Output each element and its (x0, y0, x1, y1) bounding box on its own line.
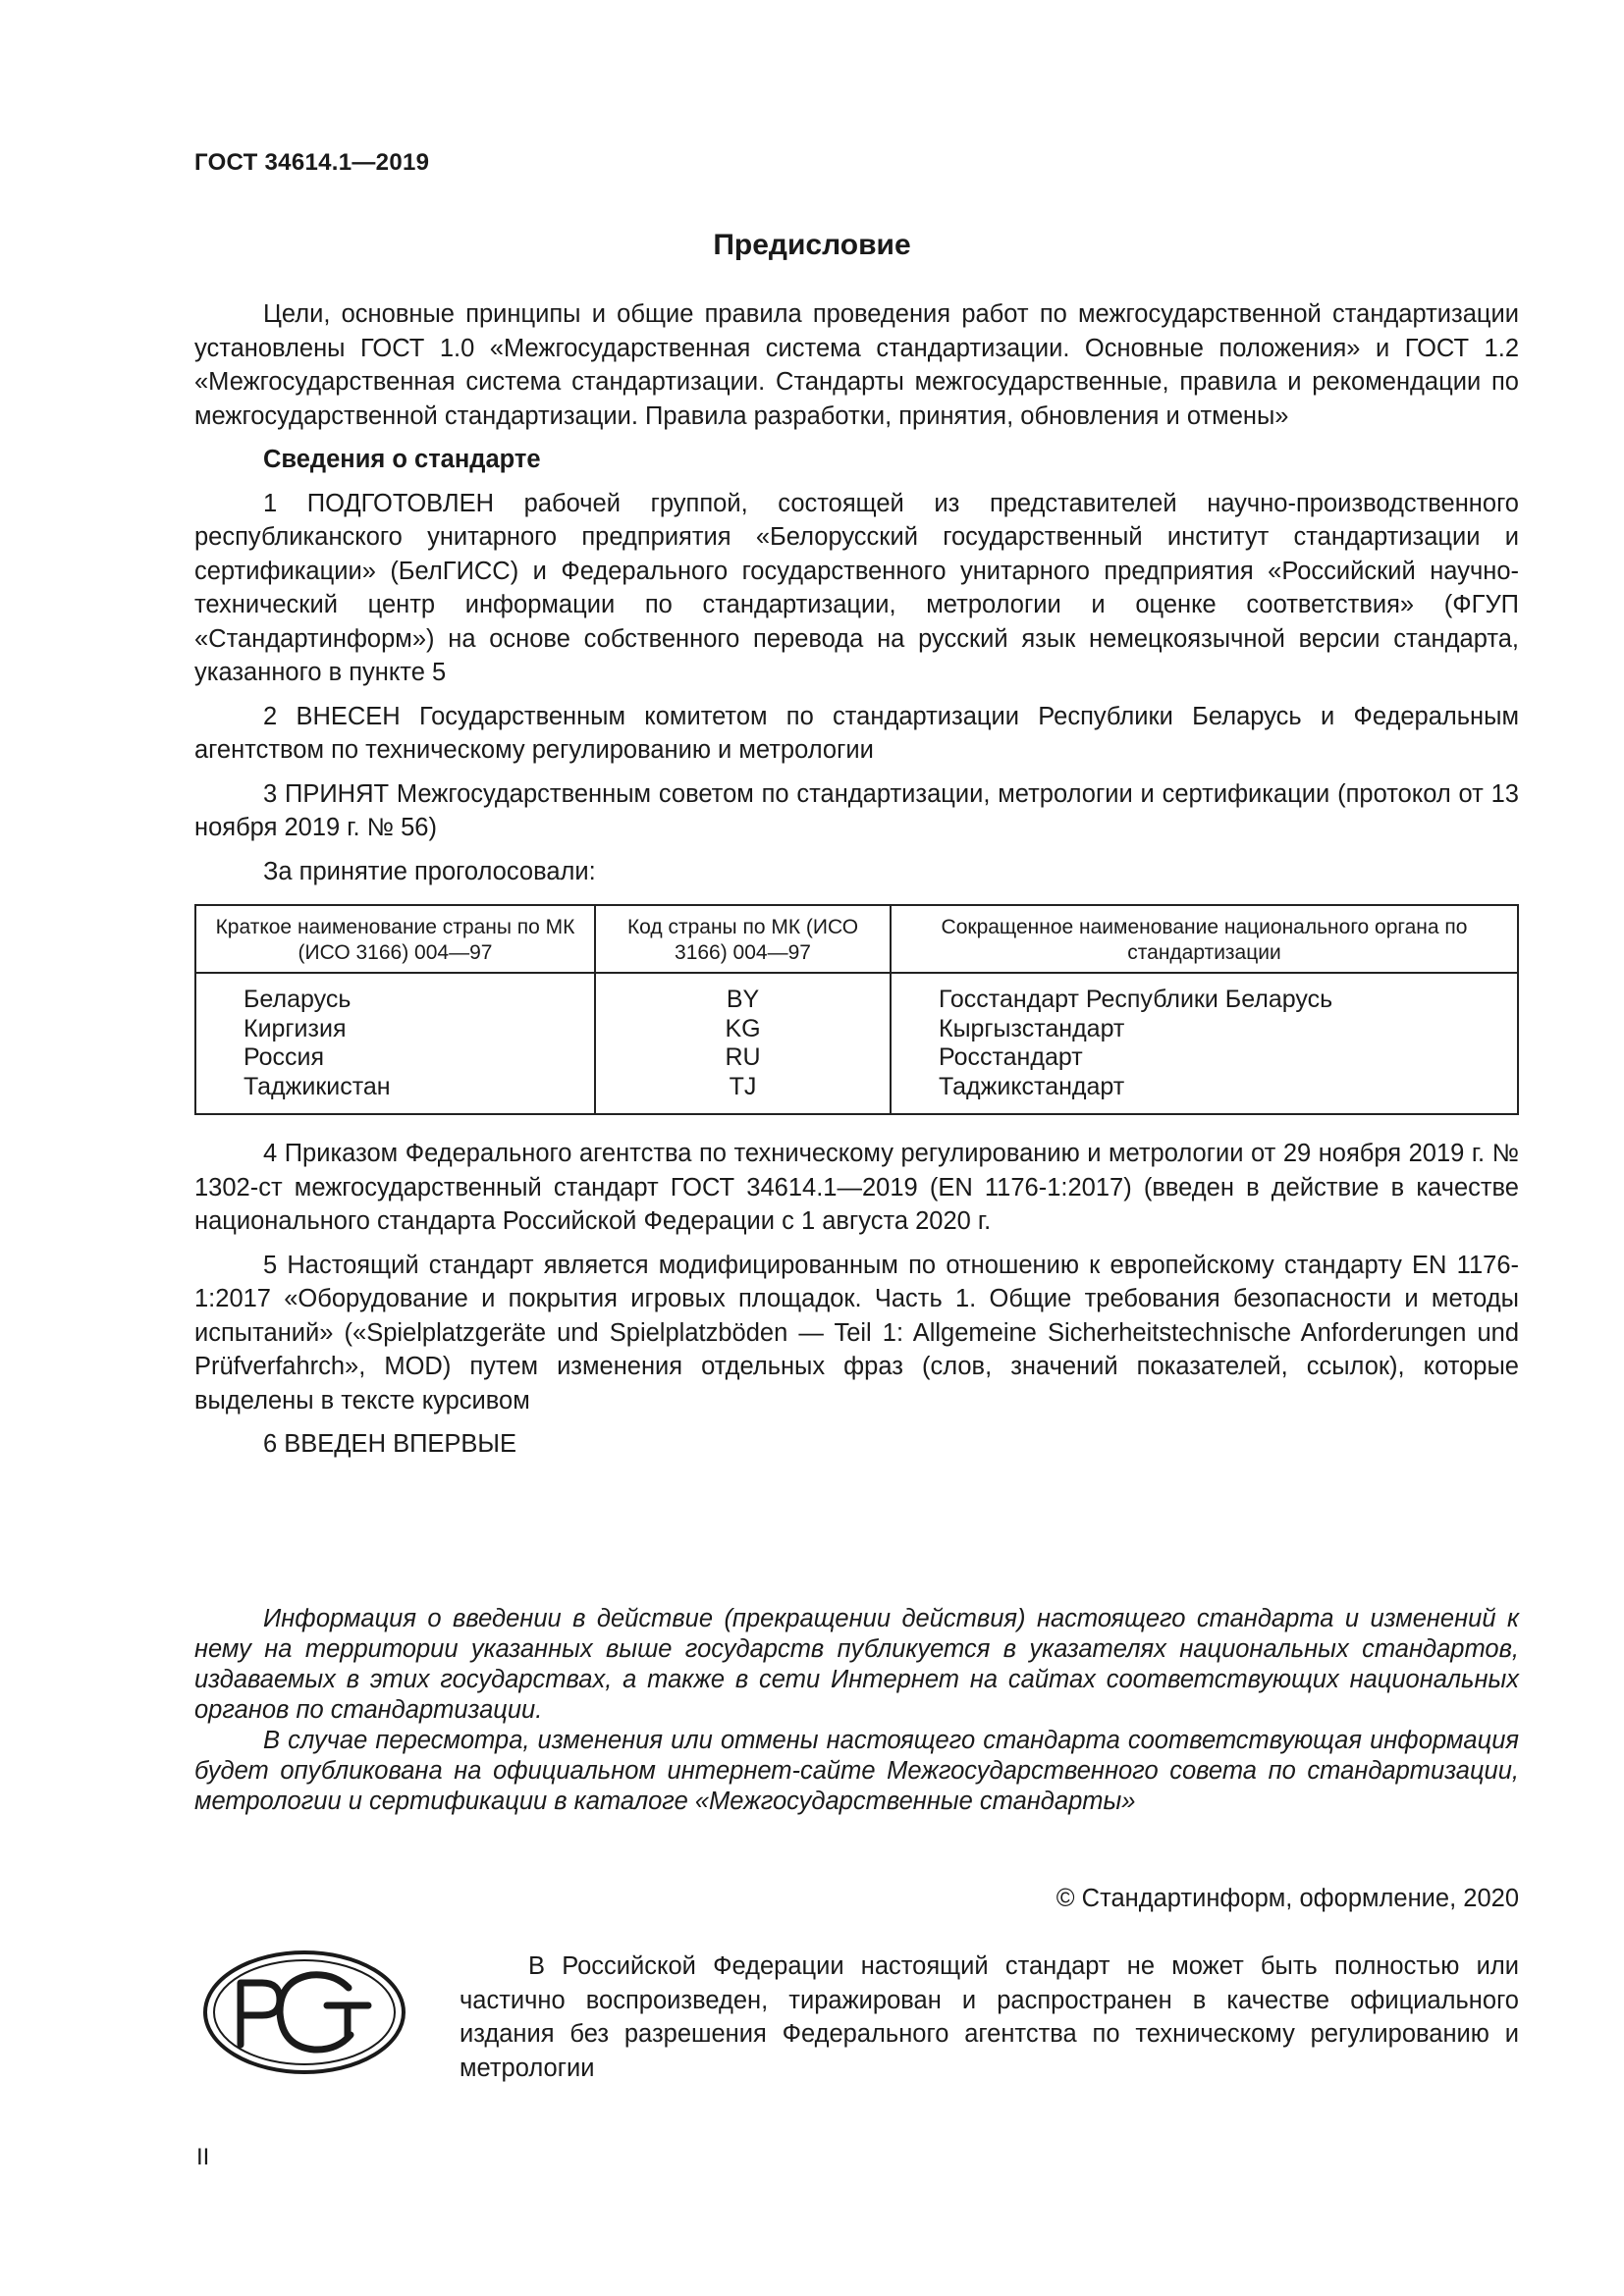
standards-body: Росстандарт (939, 1043, 1083, 1071)
publication-info-paragraph-1: Информация о введении в действие (прекращении действия) настоящего стандарта и изменений к нему на территории указанных выше государств публикуется в указателях национальных стандартов, издаваемых в этих государствах, а также в сети Интернет на сайтах соответствующих национальных органов по стандартизации. (194, 1605, 1519, 1724)
item-5: 5 Настоящий стандарт является модифицированным по отношению к европейскому стандарту EN 1176-1:2017 «Оборудование и покрытия игровых площадок. Часть 1. Общие требования безопасности и методы испытаний» («Spielplatzgeräte und Spielplatzböden — Teil 1: Allgemeine Sicherheitstechnische Anforderungen und Prüfverfahrch», MOD) путем изменения отдельных фраз (слов, значений показателей, ссылок), которые выделены в тексте курсивом (194, 1251, 1519, 1415)
country-name: Россия (244, 1043, 324, 1071)
rst-certification-mark-icon (201, 1949, 407, 2076)
item-1: 1 ПОДГОТОВЛЕН рабочей группой, состоящей из представителей научно-производственного республиканского унитарного предприятия «Белорусский государственный институт стандартизации и сертификации» (БелГИСС) и Федерального государственного унитарного предприятия «Российский научно-технический центр информации по стандартизации, метрологии и оценке соответствия» (ФГУП «Стандартинформ») на основе собственного перевода на русский язык немецкоязычной версии стандарта, указанного в пункте 5 (194, 489, 1519, 686)
publication-info (194, 1604, 1519, 1817)
info-heading: Сведения о стандарте (263, 446, 541, 473)
item-4: 4 Приказом Федерального агентства по техническому регулированию и метрологии от 29 ноября 2019 г. № 1302-ст межгосударственный стандарт ГОСТ 34614.1—2019 (EN 1176-1:2017) (введен в действие в качестве национального стандарта Российской Федерации с 1 августа 2020 г. (194, 1140, 1519, 1235)
rf-notice-paragraph: В Российской Федерации настоящий стандарт не может быть полностью или частично воспроизведен, тиражирован и распространен в качестве официального издания без разрешения Федерального агентства по техническому регулированию и метрологии (460, 1952, 1519, 2082)
column-header-body: Сокращенное наименование национального органа по стандартизации (891, 905, 1518, 973)
country-name: Киргизия (244, 1014, 347, 1042)
voting-table (194, 904, 1519, 1115)
country-name: Таджикистан (244, 1072, 391, 1100)
standards-body: Госстандарт Республики Беларусь (939, 986, 1333, 1013)
item-6: 6 ВВЕДЕН ВПЕРВЫЕ (263, 1430, 517, 1458)
column-header-country: Краткое наименование страны по МК (ИСО 3166) 004—97 (195, 905, 595, 973)
intro-paragraph: Цели, основные принципы и общие правила проведения работ по межгосударственной стандартизации установлены ГОСТ 1.0 «Межгосударственная система стандартизации. Основные положения» и ГОСТ 1.2 «Межгосударственная система стандартизации. Стандарты межгосударственные, правила и рекомендации по межгосударственной стандартизации. Правила разработки, принятия, обновления и отмены» (194, 300, 1519, 430)
copyright-line: © Стандартинформ, оформление, 2020 (1056, 1885, 1519, 1912)
country-code: KG (725, 1014, 761, 1042)
country-cell (195, 973, 595, 1114)
page-number: II (196, 2144, 210, 2170)
item-3: 3 ПРИНЯТ Межгосударственным советом по стандартизации, метрологии и сертификации (протокол от 13 ноября 2019 г. № 56) (194, 779, 1519, 841)
table-header-row (195, 905, 1518, 973)
country-name: Беларусь (244, 986, 352, 1013)
country-code: RU (725, 1043, 761, 1071)
standards-body: Кыргызстандарт (939, 1014, 1125, 1042)
table-row (195, 973, 1518, 1114)
voted-label: За принятие проголосовали: (263, 857, 596, 885)
country-code: TJ (729, 1072, 757, 1100)
column-header-code: Код страны по МК (ИСО 3166) 004—97 (595, 905, 891, 973)
body-cell (891, 973, 1518, 1114)
item-2: 2 ВНЕСЕН Государственным комитетом по стандартизации Республики Беларусь и Федеральным агентством по техническому регулированию и метрологии (194, 702, 1519, 764)
code-cell (595, 973, 891, 1114)
country-code: BY (726, 986, 760, 1013)
rf-reproduction-notice (460, 1949, 1519, 2085)
publication-info-paragraph-2: В случае пересмотра, изменения или отмены настоящего стандарта соответствующая информация будет опубликована на официальном интернет-сайте Межгосударственного совета по стандартизации, метрологии и сертификации в каталоге «Межгосударственные стандарты» (194, 1727, 1519, 1815)
standards-body: Таджикстандарт (939, 1072, 1125, 1100)
preface-body (194, 297, 1519, 1462)
document-code: ГОСТ 34614.1—2019 (194, 149, 430, 176)
page-title: Предисловие (713, 229, 911, 261)
